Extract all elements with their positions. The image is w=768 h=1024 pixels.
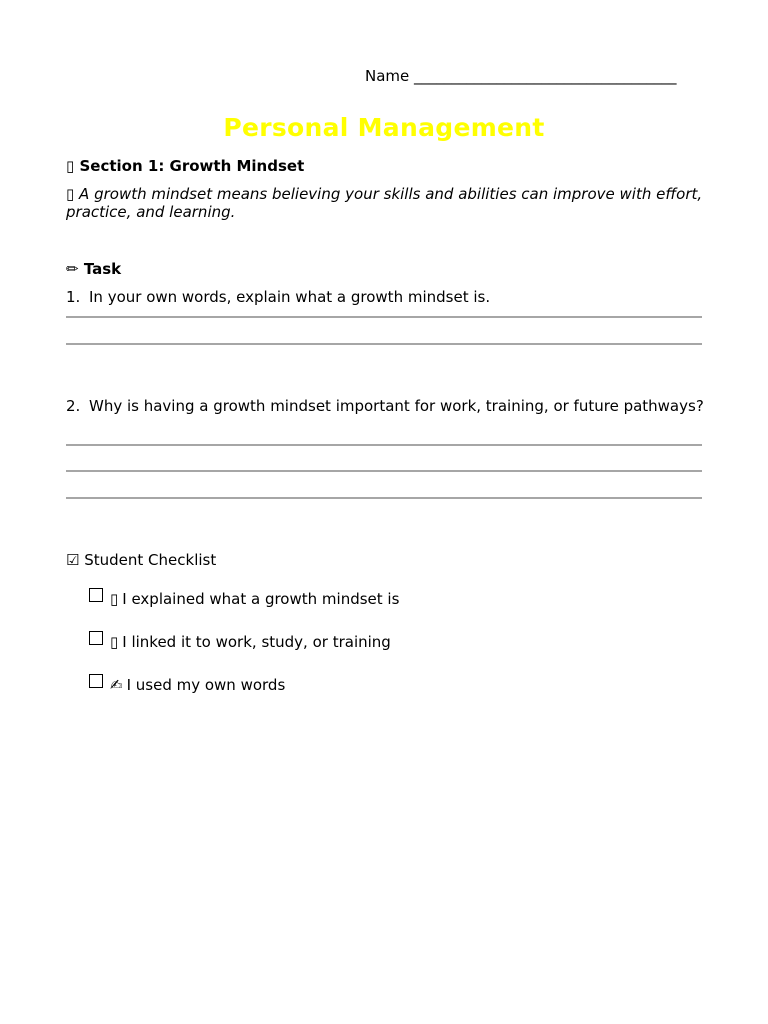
section-icon: ▯ (66, 157, 75, 175)
task-heading-text: Task (83, 260, 122, 278)
answer-line[interactable] (66, 316, 702, 318)
question-number: 1. (66, 288, 81, 306)
question-text: In your own words, explain what a growth mindset is. (89, 288, 491, 306)
name-blank[interactable]: ___________________________________ (414, 67, 677, 85)
task-heading (66, 260, 121, 278)
checklist-item-label: I explained what a growth mindset is (122, 590, 400, 608)
checklist-item-label: I used my own words (126, 676, 286, 694)
checklist-heading (66, 551, 216, 569)
checklist-item (89, 633, 391, 651)
pencil-icon: ✏ (66, 260, 79, 278)
checklist-item (89, 590, 399, 608)
section-heading-text: Section 1: Growth Mindset (79, 157, 305, 175)
page-title: Personal Management (223, 113, 545, 142)
section-intro (66, 185, 706, 221)
name-label: Name (365, 67, 410, 85)
question-number: 2. (66, 397, 81, 415)
writing-hand-icon: ✍ (110, 676, 123, 694)
checklist-heading-text: Student Checklist (84, 551, 217, 569)
answer-line[interactable] (66, 444, 702, 446)
checkbox[interactable] (89, 588, 103, 602)
name-field[interactable] (365, 67, 677, 85)
checkbox[interactable] (89, 631, 103, 645)
question-1 (66, 288, 706, 306)
checklist-item-label: I linked it to work, study, or training (122, 633, 391, 651)
checklist-item (89, 676, 285, 694)
checkbox-checked-icon: ☑ (66, 551, 80, 569)
checkbox[interactable] (89, 674, 103, 688)
answer-line[interactable] (66, 343, 702, 345)
answer-line[interactable] (66, 470, 702, 472)
answer-line[interactable] (66, 497, 702, 499)
question-text: Why is having a growth mindset important for work, training, or future pathways? (89, 397, 704, 415)
intro-text: A growth mindset means believing your skills and abilities can improve with effort, practice, and learning. (66, 185, 703, 221)
emoji-icon: ▯ (110, 633, 119, 651)
section-heading (66, 157, 304, 175)
question-2 (66, 397, 706, 415)
emoji-icon: ▯ (110, 590, 119, 608)
intro-icon: ▯ (66, 185, 75, 203)
